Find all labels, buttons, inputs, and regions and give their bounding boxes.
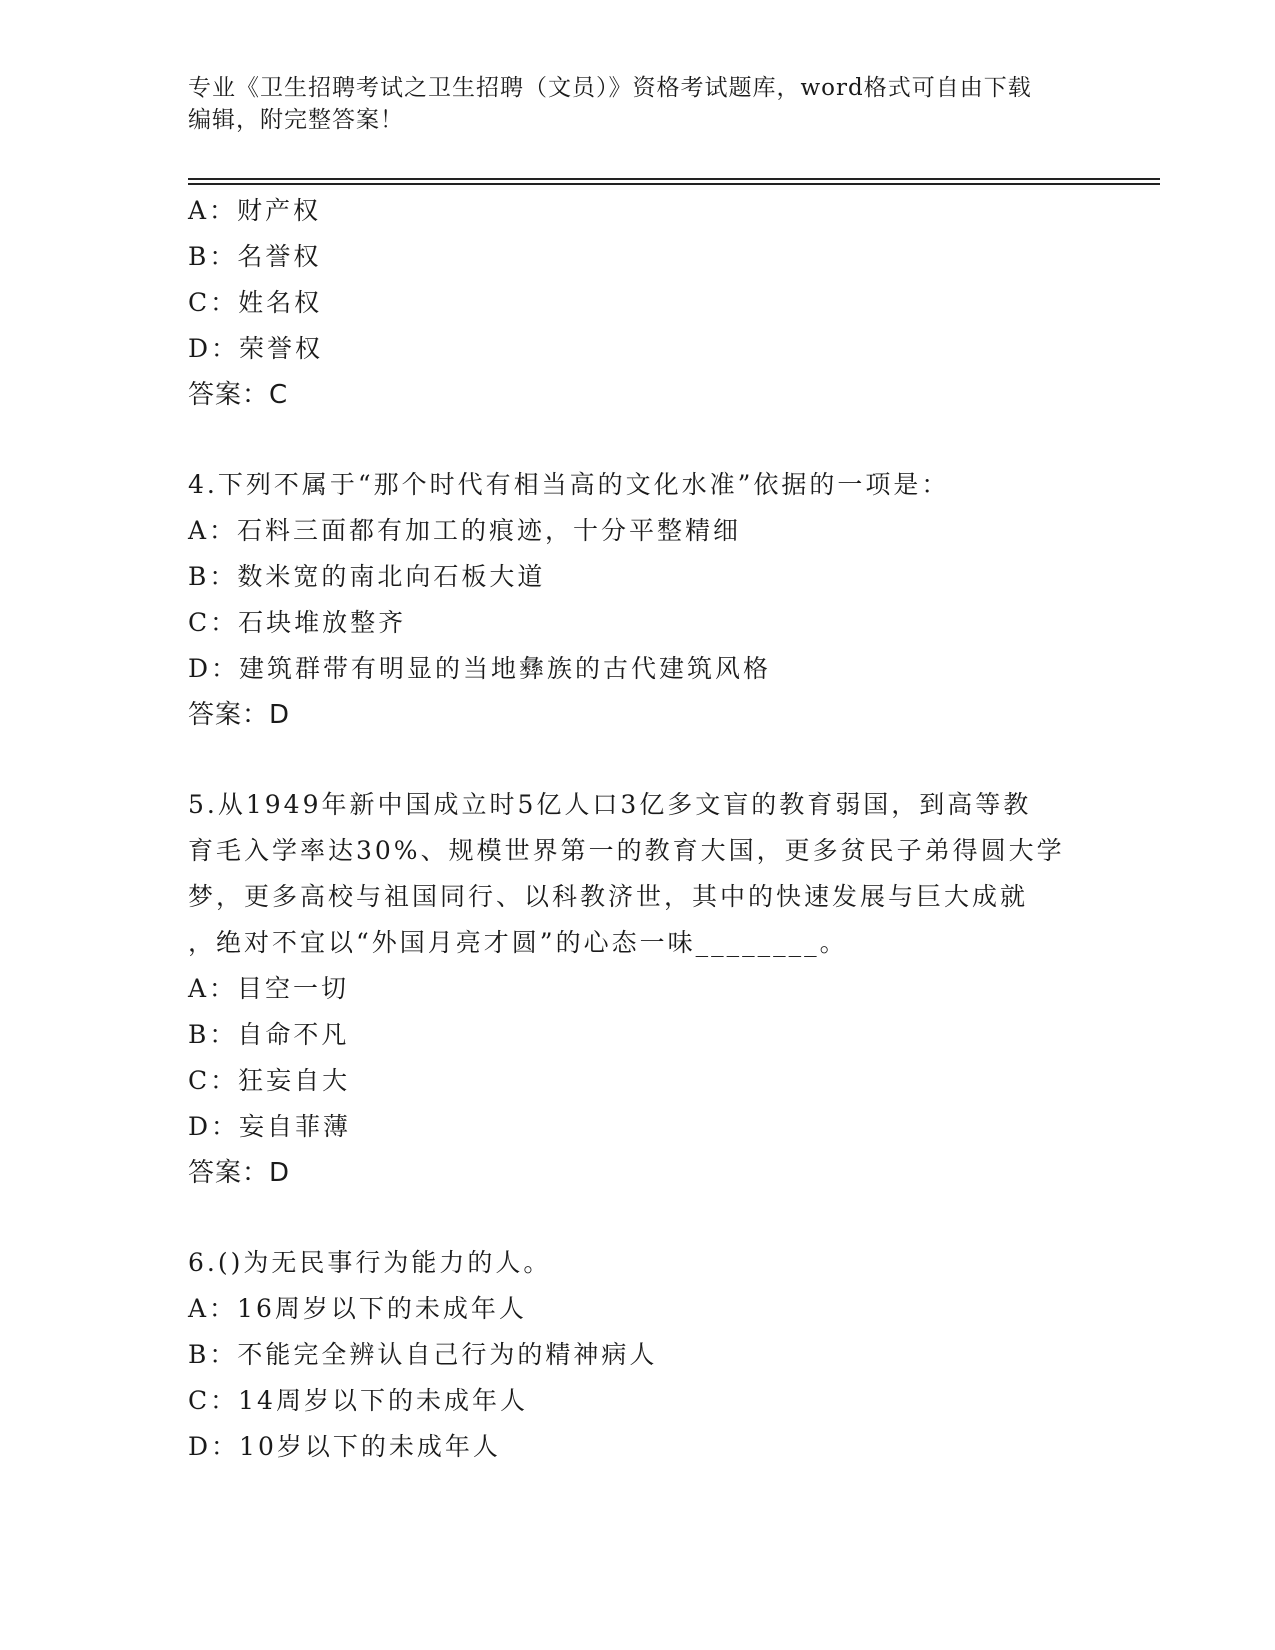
answer: 答案：D	[188, 1158, 291, 1188]
answer: 答案：D	[188, 700, 291, 730]
option-d: D：建筑群带有明显的当地彝族的古代建筑风格	[188, 654, 772, 683]
option-c: C：姓名权	[188, 288, 323, 317]
question-5	[188, 782, 1088, 1196]
option-a: A：16周岁以下的未成年人	[188, 1294, 527, 1323]
option-c: C：石块堆放整齐	[188, 608, 407, 637]
option-b: B：不能完全辨认自己行为的精神病人	[188, 1340, 658, 1369]
header-divider-top	[188, 178, 1160, 180]
question-4	[188, 462, 1088, 738]
option-d: D：荣誉权	[188, 334, 324, 363]
option-b: B：名誉权	[188, 242, 322, 271]
question-text: 4.下列不属于“那个时代有相当高的文化水准”依据的一项是：	[188, 470, 950, 499]
header-divider-bottom	[188, 183, 1160, 185]
option-a: A：财产权	[188, 196, 322, 225]
question-text-line-3: 梦，更多高校与祖国同行、以科教济世，其中的快速发展与巨大成就	[188, 882, 1029, 911]
document-header	[188, 72, 1088, 136]
option-b: B：自命不凡	[188, 1020, 350, 1049]
question-text-line-1: 5.从1949年新中国成立时5亿人口3亿多文盲的教育弱国，到高等教	[188, 790, 1032, 819]
option-a: A：目空一切	[188, 974, 350, 1003]
question-3	[188, 188, 1088, 418]
option-d: D：10岁以下的未成年人	[188, 1432, 501, 1461]
answer: 答案：C	[188, 380, 289, 410]
option-b: B：数米宽的南北向石板大道	[188, 562, 546, 591]
option-c: C：14周岁以下的未成年人	[188, 1386, 528, 1415]
header-line-2: 编辑，附完整答案！	[188, 107, 404, 133]
question-6	[188, 1240, 1088, 1470]
option-d: D：妄自菲薄	[188, 1112, 352, 1141]
spacer	[188, 738, 1088, 782]
question-list	[188, 188, 1088, 1470]
question-text: 6.()为无民事行为能力的人。	[188, 1248, 552, 1277]
option-a: A：石料三面都有加工的痕迹，十分平整精细	[188, 516, 742, 545]
spacer	[188, 418, 1088, 462]
question-text-line-2: 育毛入学率达30%、规模世界第一的教育大国，更多贫民子弟得圆大学	[188, 836, 1065, 865]
question-text-line-4: ，绝对不宜以“外国月亮才圆”的心态一味________。	[188, 928, 848, 957]
option-c: C：狂妄自大	[188, 1066, 351, 1095]
spacer	[188, 1196, 1088, 1240]
header-line-1: 专业《卫生招聘考试之卫生招聘（文员）》资格考试题库，word格式可自由下载	[188, 75, 1032, 101]
